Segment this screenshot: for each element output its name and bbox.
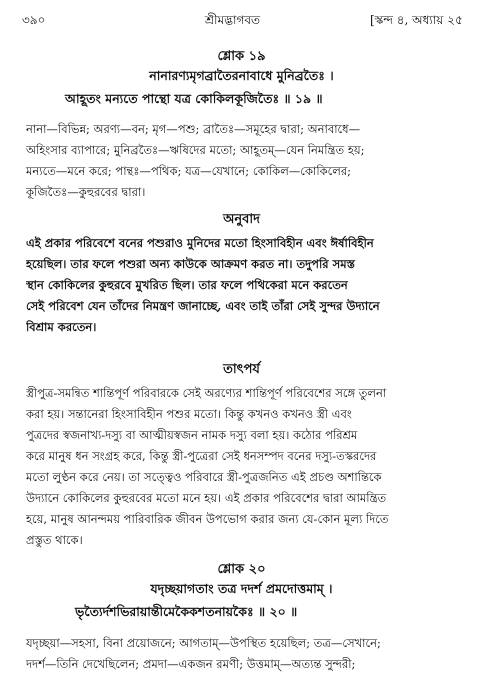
translation-text [26,233,466,338]
translation-line: হয়েছিল। তার ফলে পশুরা অন্য কাউকে আক্রমণ করত না। তদুপরি সমস্ত [26,257,355,271]
purport-heading: তাৎপর্য [223,362,260,377]
verse-20-heading: শ্লোক ২০ [217,562,266,577]
verse-20-line-2: ভৃত্যৈর্দশভিরায়ান্তীমেকৈকশতনায়কৈঃ ॥ ২০ ॥ [75,604,298,619]
translation-line: সেই পরিবেশ যেন তাঁদের নিমন্ত্রণ জানাচ্ছে, এবং তাই তাঁরা সেই সুন্দর উদ্যানে [26,299,380,313]
translation-line: স্থান কোকিলের কুহুরবে মুখরিত ছিল। তার ফলে পথিকেরা মনে করতেন [26,278,348,292]
synonyms-19 [26,119,466,203]
book-title: শ্রীমদ্ভাগবত [205,13,261,27]
section-reference: [স্কন্দ ৪, অধ্যায় ২৫ [370,13,463,27]
synonyms-19-line: নানা—বিভিন্ন; অরণ্য—বন; মৃগ—পশু; ব্রাতৈঃ—সমূহের দ্বারা; অনাবাধে— [26,122,361,136]
purport-line: হয়ে, মানুষ আনন্দময় পারিবারিক জীবন উপভোগ করার জন্য যে-কোন মূল্য দিতে [26,512,389,526]
synonyms-19-line: কূজিতৈঃ—কুহুরবের দ্বারা। [26,185,146,199]
verse-19-heading: শ্লোক ১৯ [217,49,266,64]
translation-line: বিশ্রাম করতেন। [26,320,97,334]
synonyms-19-line: অহিংসার ব্যাপারে; মুনিব্রতৈঃ—ঋষিদের মতো; আহূতম্—যেন নিমন্ত্রিত হয়; [26,143,365,157]
verse-19-line-1: নানারণ্যমৃগব্রাতৈরনাবাধে মুনিব্রতৈঃ । [149,68,334,83]
purport-line: প্রস্তুত থাকে। [26,533,83,547]
purport-line: মতো লুণ্ঠন করে নেয়। তা সত্ত্বেও পরিবারে স্ত্রী-পুত্রজনিত এই প্রচণ্ড অশান্তিকে [26,470,382,484]
verse-19-line-2: আহূতং মন্যতে পান্থো যত্র কোকিলকূজিতৈঃ ॥ ১৯ ॥ [65,91,323,106]
verse-20-line-1: যদৃচ্ছয়াগতাং তত্র দদর্শ প্রমদোত্তমাম্ । [150,581,333,596]
purport-line: স্ত্রীপুত্র-সমন্বিত শান্তিপূর্ণ পরিবারকে সেই অরণ্যের শান্তিপূর্ণ পরিবেশের সঙ্গে তুলনা [26,386,387,400]
purport-line: করে মানুষ ধন সংগ্রহ করে, কিন্তু স্ত্রী-পুত্রেরা সেই ধনসম্পদ বনের দস্যু-তস্করদের [26,449,377,463]
purport-line: পুত্রদের স্বজনাখ্য-দস্যু বা আত্মীয়স্বজন নামক দস্যু বলা হয়। কঠোর পরিশ্রম [26,428,358,442]
page-number: ৩৯০ [22,13,46,27]
purport-text [26,383,466,551]
synonyms-20-line: দদর্শ—তিনি দেখেছিলেন; প্রমদা—একজন রমণী; উত্তমাম্—অত্যন্ত সুন্দরী; [26,657,356,671]
synonyms-20 [26,633,466,675]
purport-line: উদ্যানে কোকিলের কুহুরবের মতো মনে হয়। এই প্রকার পরিবেশের দ্বারা আমন্ত্রিত [26,491,387,505]
purport-line: করা হয়। সন্তানেরা হিংসাবিহীন পশুর মতো। কিন্তু কখনও কখনও স্ত্রী এবং [26,407,352,421]
translation-line: এই প্রকার পরিবেশে বনের পশুরাও মুনিদের মতো হিংসাবিহীন এবং ঈর্ষাবিহীন [26,236,374,250]
synonyms-20-line: যদৃচ্ছয়া—সহসা, বিনা প্রয়োজনে; আগতাম্—উপস্থিত হয়েছিল; তত্র—সেখানে; [26,636,381,650]
translation-heading: অনুবাদ [223,212,260,227]
synonyms-19-line: মন্যতে—মনে করে; পান্থঃ—পথিক; যত্র—যেখানে; কোকিল—কোকিলের; [26,164,352,178]
